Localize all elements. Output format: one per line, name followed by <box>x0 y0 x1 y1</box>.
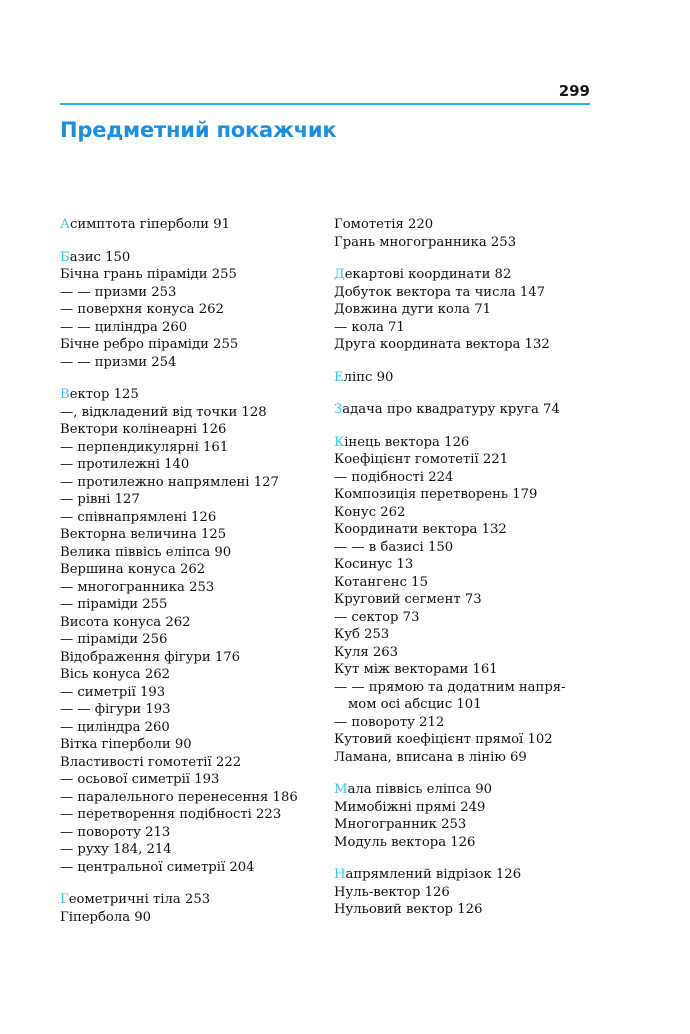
index-entry: — повороту 213 <box>60 824 171 840</box>
index-entry: Котангенс 15 <box>334 574 428 590</box>
index-entry-text: симптота гіперболи 91 <box>70 217 230 232</box>
index-entry: — перетворення подібності 223 <box>60 807 282 822</box>
index-entry: Нульовий вектор 126 <box>334 902 483 917</box>
index-entry: Нуль-вектор 126 <box>334 884 450 900</box>
index-entry: Многогранник 253 <box>334 817 467 832</box>
index-entry: — паралельного перенесення 186 <box>60 789 298 805</box>
index-entry: Властивості гомотетії 222 <box>60 754 242 770</box>
index-letter-initial: Б <box>60 249 70 265</box>
index-entry: — — циліндра 260 <box>60 319 188 335</box>
index-entry: — — призми 254 <box>60 354 177 370</box>
index-letter-initial: М <box>334 782 348 797</box>
index-entry <box>60 386 320 404</box>
index-letter-initial: Г <box>60 892 69 907</box>
index-entry: — осьової симетрії 193 <box>60 772 220 787</box>
index-entry: Кутовий коефіцієнт прямої 102 <box>334 732 553 747</box>
index-entry <box>334 369 594 387</box>
index-letter-initial: Е <box>334 369 344 385</box>
index-entry: Вісь конуса 262 <box>60 667 171 682</box>
index-column-right <box>334 216 594 934</box>
index-entry: — — призми 253 <box>60 284 177 300</box>
index-entry: Мимобіжні прямі 249 <box>334 799 486 815</box>
index-entry: — — прямою та додатним напря- <box>334 679 566 695</box>
index-entry: Куля 263 <box>334 644 399 660</box>
index-entry: — циліндра 260 <box>60 719 170 735</box>
index-entry: — сектор 73 <box>334 609 420 625</box>
index-entry: — повороту 212 <box>334 714 445 730</box>
index-entry: Вектори колінеарні 126 <box>60 422 227 437</box>
index-group <box>60 891 320 926</box>
index-entry: Ламана, вписана в лінію 69 <box>334 749 527 765</box>
index-entry-text: ала піввісь еліпса 90 <box>347 782 493 797</box>
index-group <box>60 386 320 876</box>
index-entry <box>60 891 320 909</box>
index-entry: Косинус 13 <box>334 557 414 572</box>
index-entry-text: інець вектора 126 <box>344 434 470 450</box>
index-entry: Гомотетія 220 <box>334 217 434 232</box>
index-letter-initial: В <box>60 387 70 402</box>
index-entry: — піраміди 255 <box>60 597 168 612</box>
index-entry: — центральної симетрії 204 <box>60 859 255 875</box>
index-entry-text: ектор 125 <box>69 387 139 402</box>
index-group <box>334 369 594 387</box>
index-group <box>60 216 320 234</box>
index-group <box>334 266 594 354</box>
index-entry: — — в базисі 150 <box>334 539 454 555</box>
index-entry: Добуток вектора та числа 147 <box>334 284 546 300</box>
page-number: 299 <box>558 82 590 100</box>
index-entry: Кут між векторами 161 <box>334 662 498 677</box>
index-group <box>60 249 320 372</box>
index-entry: мом осі абсцис 101 <box>348 697 482 712</box>
index-entry: — протилежні 140 <box>60 457 190 472</box>
index-entry: Круговий сегмент 73 <box>334 592 482 607</box>
index-entry: Вершина конуса 262 <box>60 562 206 577</box>
header-rule <box>60 103 590 105</box>
index-entry-text: апрямлений відрізок 126 <box>345 867 522 882</box>
index-entry: Бічна грань піраміди 255 <box>60 267 237 282</box>
index-entry: Куб 253 <box>334 627 390 642</box>
index-entry: Вітка гіперболи 90 <box>60 737 192 752</box>
index-entry: — піраміди 256 <box>60 632 168 647</box>
index-entry-text: еометричні тіла 253 <box>68 892 211 907</box>
index-entry: Велика піввісь еліпса 90 <box>60 544 232 560</box>
index-letter-initial: К <box>334 434 345 450</box>
index-entry: Модуль вектора 126 <box>334 834 476 850</box>
index-entry: — многогранника 253 <box>60 579 215 595</box>
index-group <box>334 216 594 251</box>
index-letter-initial: Д <box>334 267 345 282</box>
index-group <box>334 866 594 919</box>
index-letter-initial: З <box>334 402 343 417</box>
index-entry: Бічне ребро піраміди 255 <box>60 337 239 352</box>
index-entry: — кола 71 <box>334 319 405 335</box>
index-entry <box>334 866 594 884</box>
index-letter-initial: Н <box>334 867 346 882</box>
index-entry: — перпендикулярні 161 <box>60 439 229 455</box>
index-group <box>334 401 594 419</box>
index-entry <box>334 266 594 284</box>
index-group <box>334 434 594 767</box>
index-entry: — поверхня конуса 262 <box>60 302 224 317</box>
index-entry <box>60 249 320 267</box>
index-entry <box>334 401 594 419</box>
index-entry: Коефіцієнт гомотетії 221 <box>334 452 509 467</box>
index-entry: Координати вектора 132 <box>334 522 507 537</box>
index-entry <box>60 216 320 234</box>
index-entry: Векторна величина 125 <box>60 527 227 542</box>
index-entry <box>334 434 594 452</box>
index-entry: — співнапрямлені 126 <box>60 509 217 525</box>
index-entry: — рівні 127 <box>60 492 140 507</box>
index-entry-text: екартові координати 82 <box>344 267 512 282</box>
index-entry: Друга координата вектора 132 <box>334 337 550 352</box>
index-entry-text: ліпс 90 <box>343 369 394 385</box>
index-entry-text: адача про квадратуру круга 74 <box>342 402 560 417</box>
index-entry <box>334 781 594 799</box>
index-entry: — симетрії 193 <box>60 684 166 700</box>
index-group <box>334 781 594 851</box>
index-entry: — подібності 224 <box>334 469 454 485</box>
index-entry: —, відкладений від точки 128 <box>60 404 267 420</box>
index-letter-initial: А <box>60 217 70 232</box>
index-entry: Висота конуса 262 <box>60 614 191 630</box>
index-entry: Конус 262 <box>334 504 406 520</box>
index-entry: — руху 184, 214 <box>60 842 172 857</box>
index-entry: — протилежно напрямлені 127 <box>60 474 279 490</box>
index-column-left <box>60 216 320 941</box>
index-entry: Довжина дуги кола 71 <box>334 302 492 317</box>
index-entry: Гіпербола 90 <box>60 909 152 925</box>
index-entry: — — фігури 193 <box>60 702 171 717</box>
index-entry-text: азис 150 <box>69 249 131 265</box>
index-entry: Композиція перетворень 179 <box>334 487 538 502</box>
page-title: Предметний покажчик <box>60 118 337 142</box>
index-entry: Грань многогранника 253 <box>334 234 517 250</box>
index-entry: Відображення фігури 176 <box>60 649 241 665</box>
